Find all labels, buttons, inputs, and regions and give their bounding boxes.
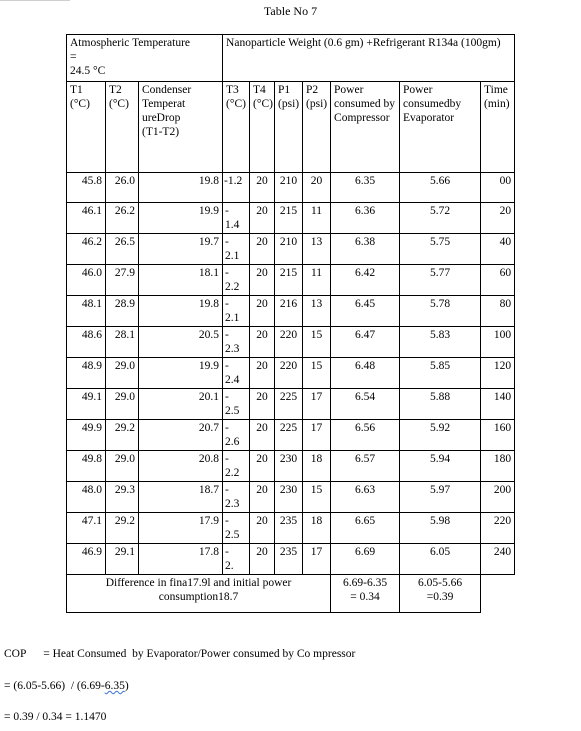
cell-p1: 210 <box>275 234 303 265</box>
cell-p1: 220 <box>275 327 303 358</box>
cell-p2: 11 <box>303 203 331 234</box>
cell-t4: 20 <box>250 327 275 358</box>
cell-power-evaporator: 5.66 <box>400 173 481 203</box>
cell-power-evaporator: 5.88 <box>400 389 481 420</box>
table-row <box>67 234 515 265</box>
cop-label: COP <box>4 648 26 660</box>
col-header-p2: P2 (psi) <box>303 82 331 173</box>
cell-power-evaporator: 5.72 <box>400 203 481 234</box>
cell-power-compressor: 6.38 <box>331 234 400 265</box>
cell-power-evaporator: 5.97 <box>400 482 481 513</box>
cell-t2: 26.0 <box>106 173 139 203</box>
cell-time: 120 <box>481 358 515 389</box>
cell-p2: 17 <box>303 544 331 575</box>
cell-t1: 46.1 <box>67 203 106 234</box>
atmospheric-temperature-cell <box>67 35 223 82</box>
cell-power-compressor: 6.63 <box>331 482 400 513</box>
cell-power-compressor: 6.57 <box>331 451 400 482</box>
cell-drop: 19.9 <box>139 358 223 389</box>
spellcheck-underline: 6.35 <box>104 680 125 692</box>
table-row <box>67 203 515 234</box>
cell-t1: 48.6 <box>67 327 106 358</box>
table-row <box>67 482 515 513</box>
cell-p1: 235 <box>275 544 303 575</box>
cell-t2: 27.9 <box>106 265 139 296</box>
cell-p1: 216 <box>275 296 303 327</box>
cell-p2: 15 <box>303 358 331 389</box>
cell-t4: 20 <box>250 544 275 575</box>
cell-t1: 46.0 <box>67 265 106 296</box>
cell-t4: 20 <box>250 420 275 451</box>
cell-power-compressor: 6.42 <box>331 265 400 296</box>
cell-drop: 18.1 <box>139 265 223 296</box>
col-header-t3: T3 (°C) <box>223 82 250 173</box>
cell-drop: 19.8 <box>139 296 223 327</box>
cell-p1: 215 <box>275 203 303 234</box>
table-row <box>67 265 515 296</box>
cell-t2: 29.0 <box>106 358 139 389</box>
col-header-time: Time (min) <box>481 82 515 173</box>
table-row <box>67 544 515 575</box>
cell-t4: 20 <box>250 203 275 234</box>
table-row <box>67 389 515 420</box>
cell-t4: 20 <box>250 482 275 513</box>
cell-t3: -1.2 <box>223 173 250 203</box>
cell-t2: 29.0 <box>106 451 139 482</box>
difference-line-1: Difference in fina17.9l and initial power <box>105 577 292 589</box>
data-table <box>66 34 515 613</box>
cell-t4: 20 <box>250 265 275 296</box>
header-row-columns <box>67 82 515 173</box>
cell-t3: - 2.3 <box>223 482 250 513</box>
cell-t4: 20 <box>250 389 275 420</box>
cell-time: 180 <box>481 451 515 482</box>
difference-cell <box>67 575 331 613</box>
header-row-top <box>67 35 515 82</box>
cell-drop: 17.8 <box>139 544 223 575</box>
cell-p2: 18 <box>303 513 331 544</box>
cell-t4: 20 <box>250 513 275 544</box>
cell-p2: 11 <box>303 265 331 296</box>
cell-t3: - 2.5 <box>223 513 250 544</box>
cell-t4: 20 <box>250 451 275 482</box>
table-row <box>67 358 515 389</box>
cell-t2: 29.2 <box>106 513 139 544</box>
cop-result-line: = 0.39 / 0.34 = 1.1470 <box>4 711 107 723</box>
cell-t2: 28.1 <box>106 327 139 358</box>
cell-time: 200 <box>481 482 515 513</box>
cell-drop: 18.7 <box>139 482 223 513</box>
cell-power-evaporator: 5.94 <box>400 451 481 482</box>
cell-t1: 45.8 <box>67 173 106 203</box>
cell-t2: 29.0 <box>106 389 139 420</box>
cell-t4: 20 <box>250 358 275 389</box>
cop-definition: = Heat Consumed by Evaporator/Power consumed by Co mpressor <box>43 648 356 660</box>
table-row <box>67 420 515 451</box>
cell-time: 220 <box>481 513 515 544</box>
cell-t1: 48.0 <box>67 482 106 513</box>
cell-t1: 49.1 <box>67 389 106 420</box>
top-rule <box>0 0 70 1</box>
cell-t4: 20 <box>250 234 275 265</box>
cell-t2: 29.3 <box>106 482 139 513</box>
cell-p2: 20 <box>303 173 331 203</box>
cell-t2: 26.5 <box>106 234 139 265</box>
cell-power-evaporator: 5.92 <box>400 420 481 451</box>
cell-drop: 20.8 <box>139 451 223 482</box>
cell-drop: 20.1 <box>139 389 223 420</box>
cell-t2: 28.9 <box>106 296 139 327</box>
cell-power-evaporator: 5.77 <box>400 265 481 296</box>
col-header-t4: T4 (°C) <box>250 82 275 173</box>
cell-power-evaporator: 5.98 <box>400 513 481 544</box>
cell-p1: 225 <box>275 420 303 451</box>
col-header-p1: P1 (psi) <box>275 82 303 173</box>
cell-t1: 49.8 <box>67 451 106 482</box>
cell-power-evaporator: 5.83 <box>400 327 481 358</box>
cell-t3: - 1.4 <box>223 203 250 234</box>
cell-power-compressor: 6.54 <box>331 389 400 420</box>
cell-t4: 20 <box>250 173 275 203</box>
cell-p1: 215 <box>275 265 303 296</box>
cell-t3: - 2.4 <box>223 358 250 389</box>
table-row <box>67 327 515 358</box>
cell-power-compressor: 6.56 <box>331 420 400 451</box>
cell-t3: - 2.2 <box>223 451 250 482</box>
cell-t2: 29.1 <box>106 544 139 575</box>
cell-t1: 48.1 <box>67 296 106 327</box>
cell-power-compressor: 6.65 <box>331 513 400 544</box>
cell-time: 100 <box>481 327 515 358</box>
col-header-t1: T1 (°C) <box>67 82 106 173</box>
compressor-difference-cell: 6.69-6.35 = 0.34 <box>331 575 400 613</box>
cell-power-evaporator: 5.75 <box>400 234 481 265</box>
cell-t3: - 2.1 <box>223 296 250 327</box>
cell-drop: 19.7 <box>139 234 223 265</box>
cell-t3: - 2. <box>223 544 250 575</box>
cell-t1: 48.9 <box>67 358 106 389</box>
cell-power-compressor: 6.35 <box>331 173 400 203</box>
cop-substitution-line: = (6.05-5.66) / (6.69-6.35) <box>4 680 129 692</box>
atm-equals: = <box>70 51 77 63</box>
cell-time: 140 <box>481 389 515 420</box>
table-row <box>67 513 515 544</box>
cell-drop: 20.7 <box>139 420 223 451</box>
nanoparticle-title-cell: Nanoparticle Weight (0.6 gm) +Refrigerant R134a (100gm) <box>223 35 515 82</box>
cell-t3: - 2.2 <box>223 265 250 296</box>
cell-time: 40 <box>481 234 515 265</box>
cop-formula-line <box>4 648 355 660</box>
col-header-t2: T2 (°C) <box>106 82 139 173</box>
empty-cell <box>481 575 515 613</box>
cell-time: 00 <box>481 173 515 203</box>
table-title: Table No 7 <box>263 4 318 18</box>
cell-time: 60 <box>481 265 515 296</box>
cell-p2: 13 <box>303 296 331 327</box>
cell-p2: 17 <box>303 420 331 451</box>
evaporator-difference-cell: 6.05-5.66 =0.39 <box>400 575 481 613</box>
cell-power-compressor: 6.48 <box>331 358 400 389</box>
atm-value: 24.5 °C <box>70 65 106 77</box>
cell-p1: 230 <box>275 451 303 482</box>
cell-t2: 26.2 <box>106 203 139 234</box>
cell-power-evaporator: 5.78 <box>400 296 481 327</box>
cell-p1: 220 <box>275 358 303 389</box>
cell-t1: 49.9 <box>67 420 106 451</box>
cell-power-evaporator: 5.85 <box>400 358 481 389</box>
cell-drop: 17.9 <box>139 513 223 544</box>
cell-t3: - 2.5 <box>223 389 250 420</box>
cell-t2: 29.2 <box>106 420 139 451</box>
cell-power-compressor: 6.45 <box>331 296 400 327</box>
atm-label: Atmospheric Temperature <box>70 37 191 49</box>
cell-t1: 47.1 <box>67 513 106 544</box>
cell-p2: 18 <box>303 451 331 482</box>
cell-power-compressor: 6.69 <box>331 544 400 575</box>
cell-power-evaporator: 6.05 <box>400 544 481 575</box>
cell-p1: 210 <box>275 173 303 203</box>
cell-t3: - 2.6 <box>223 420 250 451</box>
cell-time: 160 <box>481 420 515 451</box>
cell-t1: 46.2 <box>67 234 106 265</box>
col-header-condenser-drop: Condenser Temperat ureDrop (T1-T2) <box>139 82 223 173</box>
cell-time: 80 <box>481 296 515 327</box>
cell-time: 20 <box>481 203 515 234</box>
cell-t3: - 2.1 <box>223 234 250 265</box>
cell-p2: 17 <box>303 389 331 420</box>
footer-row <box>67 575 515 613</box>
difference-line-2: consumption18.7 <box>158 591 239 603</box>
cell-drop: 19.9 <box>139 203 223 234</box>
cell-t3: - 2.3 <box>223 327 250 358</box>
cell-t4: 20 <box>250 296 275 327</box>
table-row <box>67 173 515 203</box>
cell-time: 240 <box>481 544 515 575</box>
cell-p2: 15 <box>303 327 331 358</box>
cell-drop: 20.5 <box>139 327 223 358</box>
cell-power-compressor: 6.47 <box>331 327 400 358</box>
cell-p1: 235 <box>275 513 303 544</box>
cell-t1: 46.9 <box>67 544 106 575</box>
cell-p2: 13 <box>303 234 331 265</box>
cell-p2: 15 <box>303 482 331 513</box>
cell-p1: 225 <box>275 389 303 420</box>
table-row <box>67 296 515 327</box>
cell-p1: 230 <box>275 482 303 513</box>
col-header-power-evaporator: Power consumedby Evaporator <box>400 82 481 173</box>
cell-drop: 19.8 <box>139 173 223 203</box>
table-row <box>67 451 515 482</box>
cell-power-compressor: 6.36 <box>331 203 400 234</box>
col-header-power-compressor: Power consumed by Compressor <box>331 82 400 173</box>
